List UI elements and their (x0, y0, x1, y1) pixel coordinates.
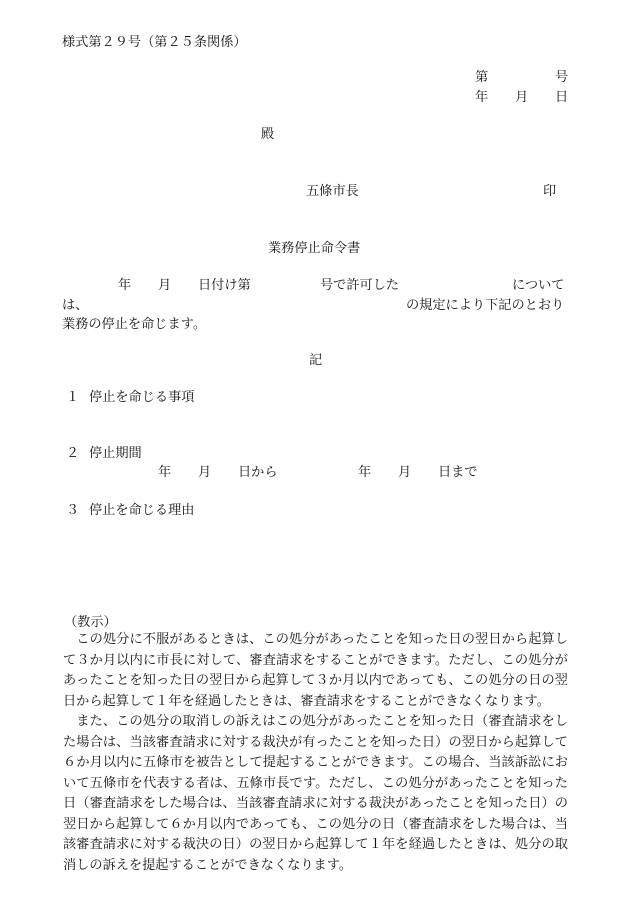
doc-number-suffix: 号 (555, 70, 569, 85)
period-from-month: 月 (198, 465, 212, 480)
period-from-day: 日から (238, 465, 278, 480)
intro-wa: は、 (62, 298, 89, 313)
item2-label: 停止期間 (89, 446, 142, 461)
item1-label: 停止を命じる事項 (89, 390, 195, 405)
period-to-month: 月 (398, 465, 412, 480)
intro-month: 月 (158, 278, 172, 293)
notice-heading: （教示） (64, 615, 117, 630)
item3-label: 停止を命じる理由 (89, 503, 195, 518)
intro-year: 年 (118, 278, 132, 293)
intro-command: 業務の停止を命じます。 (62, 317, 207, 332)
notice-paragraph-2: また、この処分の取消しの訴えはこの処分があったことを知った日（審査請求をした場合は、当該審査請求に対する裁決が有ったことを知った日）の翌日から起算して６か月以内に五條市を被告として提起することができます。この場合、当該訴訟において五條市を代表する者は、五條市長です。ただし、この処分があったことを知った日（審査請求をした場合は、当該審査請求に対する裁決があったことを知った日）の翌日から起算して６か月以内であっても、この処分の日（審査請求をした場合は、当該審査請求に対する裁決の日）の翌日から起算して１年を経過したときは、処分の取消しの訴えを提起することができなくなります。 (63, 714, 568, 873)
doc-number-prefix: 第 (475, 70, 489, 85)
item1-number: １ (66, 390, 80, 405)
notice-paragraph-1: この処分に不服があるときは、この処分があったことを知った日の翌日から起算して３か月以内に市長に対して、審査請求をすることができます。ただし、この処分があったことを知った日の翌日から起算して３か月以内であっても、この処分の日の翌日から起算して１年を経過したときは、審査請求をすることができなくなります。 (63, 632, 568, 709)
ki-heading: 記 (309, 353, 323, 368)
intro-permitted: 号で許可した (320, 278, 400, 293)
period-from-year: 年 (158, 465, 172, 480)
document-title: 業務停止命令書 (268, 241, 361, 256)
date-year: 年 (475, 90, 489, 105)
issuer-seal: 印 (543, 184, 557, 199)
date-day: 日 (555, 90, 569, 105)
issuer-name: 五條市長 (306, 184, 359, 199)
intro-about: について (512, 278, 565, 293)
intro-dated: 日付け第 (198, 278, 251, 293)
intro-rule: の規定により下記のとおり (406, 298, 565, 313)
item2-number: ２ (66, 446, 80, 461)
date-month: 月 (515, 90, 529, 105)
form-number: 様式第２９号（第２５条関係） (62, 35, 247, 50)
period-to-day: 日まで (438, 465, 478, 480)
period-to-year: 年 (358, 465, 372, 480)
addressee-suffix: 殿 (261, 127, 275, 142)
item3-number: ３ (66, 503, 80, 518)
